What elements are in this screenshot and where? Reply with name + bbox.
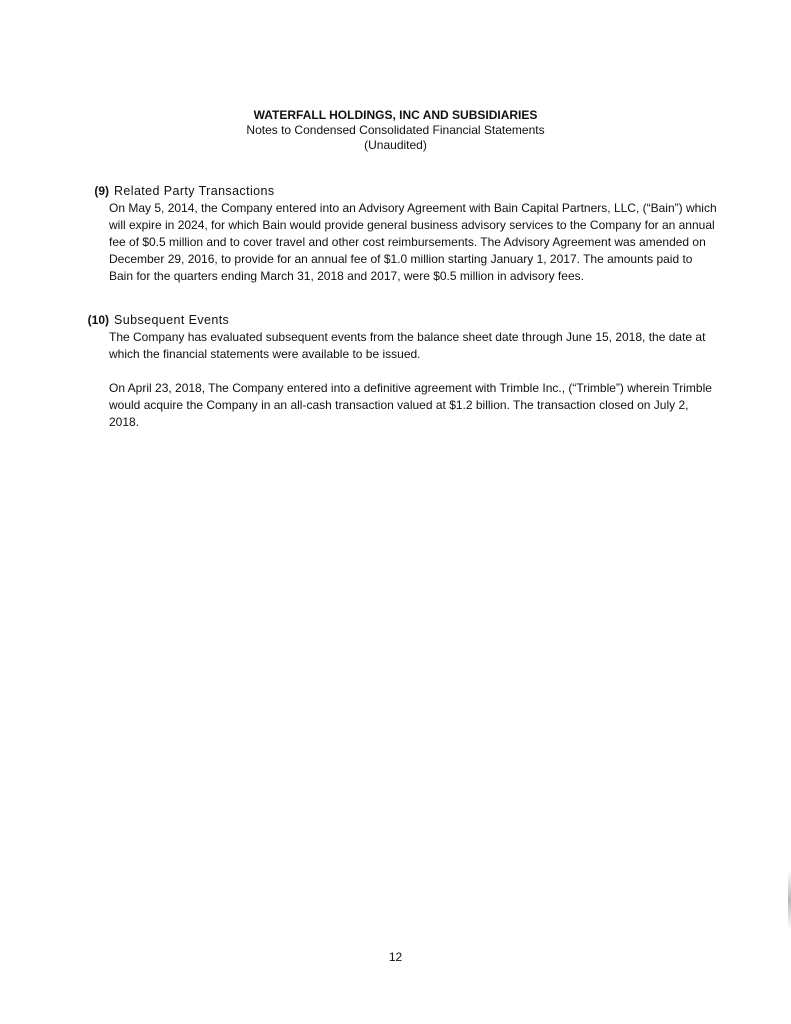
note-number: (9) bbox=[94, 184, 109, 198]
note-paragraph: The Company has evaluated subsequent events from the balance sheet date through June 15, 2018, the date at which the financial statements were available to be issued. bbox=[109, 330, 706, 361]
note-heading bbox=[78, 312, 718, 329]
note-paragraph: On April 23, 2018, The Company entered into a definitive agreement with Trimble Inc., (“Trimble”) wherein Trimble would acquire the Company in an all-cash transaction valued at $1.2 billion. The transaction closed on July 2, 2018. bbox=[109, 381, 712, 429]
note-subsequent-events bbox=[78, 312, 718, 431]
note-paragraph: On May 5, 2014, the Company entered into an Advisory Agreement with Bain Capital Partners, LLC, (“Bain”) which will expire in 2024, for which Bain would provide general business advisory services to the Company for an annual fee of $0.5 million and to cover travel and other cost reimbursements. The Advisory Agreement was amended on December 29, 2016, to provide for an annual fee of $1.0 million starting January 1, 2017. The amounts paid to Bain for the quarters ending March 31, 2018 and 2017, were $0.5 million in advisory fees. bbox=[109, 201, 717, 283]
note-heading bbox=[78, 183, 718, 200]
document-header bbox=[0, 108, 791, 153]
audit-status: (Unaudited) bbox=[364, 138, 427, 152]
document-subtitle: Notes to Condensed Consolidated Financial Statements bbox=[246, 123, 545, 137]
company-name: WATERFALL HOLDINGS, INC AND SUBSIDIARIES bbox=[253, 108, 538, 122]
note-title: Related Party Transactions bbox=[114, 184, 275, 198]
note-title: Subsequent Events bbox=[114, 313, 230, 327]
note-body bbox=[109, 329, 719, 431]
note-body bbox=[109, 200, 719, 285]
note-related-party-transactions bbox=[78, 183, 718, 285]
note-number: (10) bbox=[87, 313, 109, 327]
page-number: 12 bbox=[388, 950, 403, 964]
